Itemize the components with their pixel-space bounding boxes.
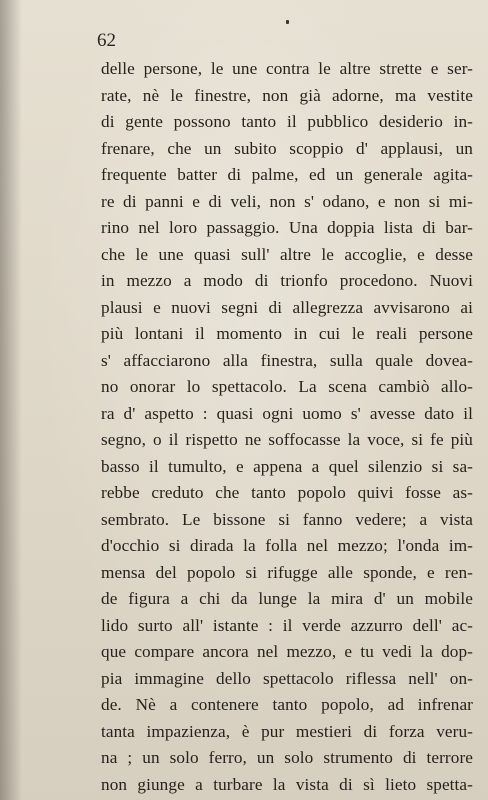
text-line: rino nel loro passaggio. Una doppia lista di bar- bbox=[101, 218, 473, 237]
text-line: lido surto all' istante : il verde azzurro dell' ac- bbox=[101, 615, 473, 635]
text-line: segno, o il rispetto ne soffocasse la voce, si fe più bbox=[101, 430, 473, 449]
body-text bbox=[101, 56, 473, 798]
text-line: que compare ancora nel mezzo, e tu vedi la dop- bbox=[101, 642, 473, 661]
text-line: plausi e nuovi segni di allegrezza avvisarono ai bbox=[101, 297, 473, 317]
text-line: non giunge a turbare la vista di sì lieto spetta- bbox=[101, 774, 473, 794]
text-line: re di panni e di veli, non s' odano, e non si mi- bbox=[101, 191, 473, 211]
text-line: no onorar lo spettacolo. La scena cambiò allo- bbox=[101, 377, 473, 396]
text-line: rebbe creduto che tanto popolo quivi fosse as- bbox=[101, 483, 473, 502]
text-line: sembrato. Le bissone si fanno vedere; a vista bbox=[101, 509, 473, 529]
text-line: basso il tumulto, e appena a quel silenzio si sa- bbox=[101, 456, 473, 476]
text-line: pia immagine dello spettacolo riflessa nell' on- bbox=[101, 668, 473, 688]
gutter-shadow bbox=[0, 0, 22, 800]
text-line: più lontani il momento in cui le reali persone bbox=[101, 324, 473, 343]
text-line: ra d' aspetto : quasi ogni uomo s' avesse dato il bbox=[101, 403, 473, 423]
text-line: in mezzo a modo di trionfo procedono. Nuovi bbox=[101, 271, 473, 290]
text-line: frequente batter di palme, ed un generale agita- bbox=[101, 165, 473, 184]
ink-speck bbox=[286, 20, 289, 24]
text-line: frenare, che un subito scoppio d' applausi, un bbox=[101, 138, 473, 158]
text-line: che le une quasi sull' altre le accoglie, e desse bbox=[101, 244, 473, 264]
page-number: 62 bbox=[97, 30, 116, 51]
text-line: mensa del popolo si rifugge alle sponde, e ren- bbox=[101, 562, 473, 582]
text-line: de. Nè a contenere tanto popolo, ad infrenar bbox=[101, 695, 473, 714]
text-line: rate, nè le finestre, non già adorne, ma vestite bbox=[101, 85, 473, 105]
text-line: tanta impazienza, è pur mestieri di forza veru- bbox=[101, 721, 473, 741]
text-line: na ; un solo ferro, un solo strumento di terrore bbox=[101, 748, 473, 767]
text-line: delle persone, le une contra le altre strette e ser- bbox=[101, 59, 473, 78]
text-line: di gente possono tanto il pubblico desiderio in- bbox=[101, 112, 473, 131]
text-line: d'occhio si dirada la folla nel mezzo; l'onda im- bbox=[101, 536, 473, 555]
text-line: de figura a chi da lunge la mira d' un mobile bbox=[101, 589, 473, 608]
text-line: s' affacciarono alla finestra, sulla quale dovea- bbox=[101, 350, 473, 370]
